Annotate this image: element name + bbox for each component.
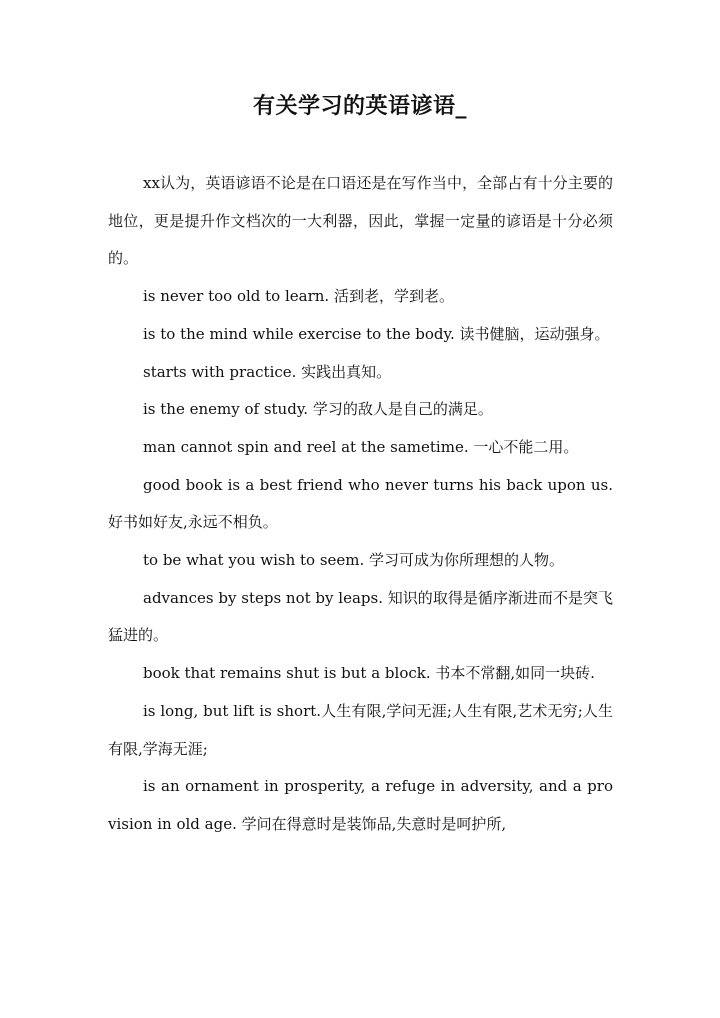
- paragraph-intro: xx认为，英语谚语不论是在口语还是在写作当中，全部占有十分主要的地位，更是提升作文档次的一大利器，因此，掌握一定量的谚语是十分必须的。: [108, 174, 613, 268]
- proverb-paragraph: good book is a best friend who never turns his back upon us. 好书如好友,永远不相负。: [108, 475, 613, 532]
- proverb-paragraph: is the enemy of study. 学习的敌人是自己的满足。: [143, 400, 493, 419]
- proverb-paragraph: is an ornament in prosperity, a refuge in adversity, and a provision in old age. 学问在得意时是装饰品,失意时是呵护所,: [108, 777, 613, 833]
- document-title: 有关学习的英语谚语_: [252, 93, 467, 119]
- proverb-paragraph: book that remains shut is but a block. 书本不常翻,如同一块砖.: [143, 664, 595, 683]
- proverb-paragraph: advances by steps not by leaps. 知识的取得是循序渐进而不是突飞猛进的。: [108, 588, 613, 645]
- proverb-paragraph: is never too old to learn. 活到老，学到老。: [143, 287, 454, 306]
- proverb-paragraph: is to the mind while exercise to the body. 读书健脑，运动强身。: [143, 324, 610, 343]
- document-body: [108, 165, 613, 844]
- proverb-paragraph: man cannot spin and reel at the sametime. 一心不能二用。: [143, 437, 579, 456]
- proverb-paragraph: is long, but lift is short.人生有限,学问无涯;人生有限,艺术无穷;人生有限,学海无涯;: [108, 701, 613, 758]
- proverb-paragraph: to be what you wish to seem. 学习可成为你所理想的人物。: [143, 551, 565, 570]
- proverb-paragraph: starts with practice. 实践出真知。: [143, 362, 392, 381]
